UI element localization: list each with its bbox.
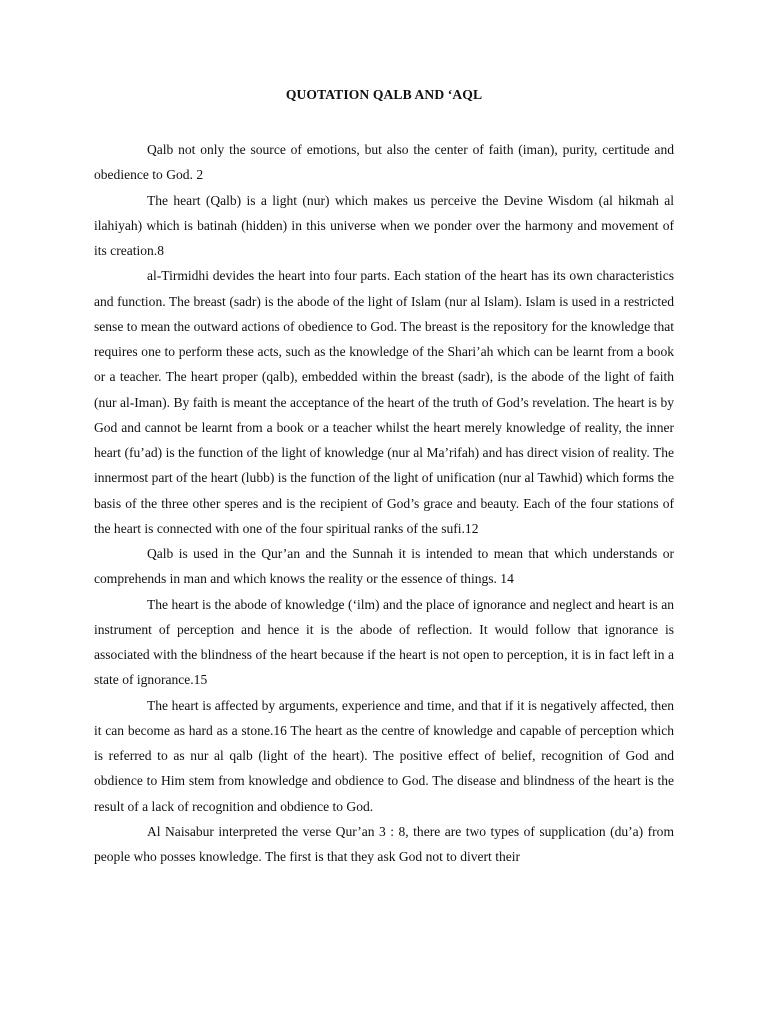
paragraph-heart-light: The heart (Qalb) is a light (nur) which makes us perceive the Devine Wisdom (al hikmah al ilahiyah) which is batinah (hidden) in this universe when we ponder over the harmony and movement of its creation.8 xyxy=(94,192,674,258)
paragraph-faith-center: Qalb not only the source of emotions, but also the center of faith (iman), purity, certitude and obedience to God. 2 xyxy=(94,142,674,183)
paragraph-heart-affected: The heart is affected by arguments, experience and time, and that if it is negatively affected, then it can become as hard as a stone.16 The heart as the centre of knowledge and capable of perception which is referred to as nur al qalb (light of the heart). The positive effect of belief, recognition of God and obdience to Him stem from knowledge and obdience to God. The disease and blindness of the heart is the result of a lack of recognition and obdience to God. xyxy=(94,697,674,814)
paragraph-abode-of-knowledge: The heart is the abode of knowledge (‘ilm) and the place of ignorance and neglect and heart is an instrument of perception and hence it is the abode of reflection. It would follow that ignorance is associated with the blindness of the heart because if the heart is not open to perception, it is in fact left in a state of ignorance.15 xyxy=(94,596,674,688)
document-title: QUOTATION QALB AND ‘AQL xyxy=(285,87,483,102)
paragraph-qalb-quran-sunnah: Qalb is used in the Qur’an and the Sunnah it is intended to mean that which understands or comprehends in man and which knows the reality or the essence of things. 14 xyxy=(94,546,674,587)
document-body xyxy=(94,137,674,869)
paragraph-tirmidhi-four-parts: al-Tirmidhi devides the heart into four parts. Each station of the heart has its own characteristics and function. The breast (sadr) is the abode of the light of Islam (nur al Islam). Islam is used in a restricted sense to mean the outward actions of obedience to God. The breast is the repository for the knowledge that requires one to perform these acts, such as the knowledge of the Shari’ah which can be learnt from a book or a teacher. The heart proper (qalb), embedded within the breast (sadr), is the abode of the light of faith (nur al-Iman). By faith is meant the acceptance of the heart of the truth of God’s revelation. The heart is by God and cannot be learnt from a book or a teacher whilst the heart merely knowledge of reality, the inner heart (fu’ad) is the function of the light of knowledge (nur al Ma’rifah) and has direct vision of reality. The innermost part of the heart (lubb) is the function of the light of unification (nur al Tawhid) which forms the basis of the three other speres and is the recipient of God’s grace and beauty. Each of the four stations of the heart is connected with one of the four spiritual ranks of the sufi.12 xyxy=(94,268,674,536)
paragraph-naisabur-supplication: Al Naisabur interpreted the verse Qur’an 3 : 8, there are two types of supplication (du’a) from people who posses knowledge. The first is that they ask God not to divert their xyxy=(94,823,674,864)
